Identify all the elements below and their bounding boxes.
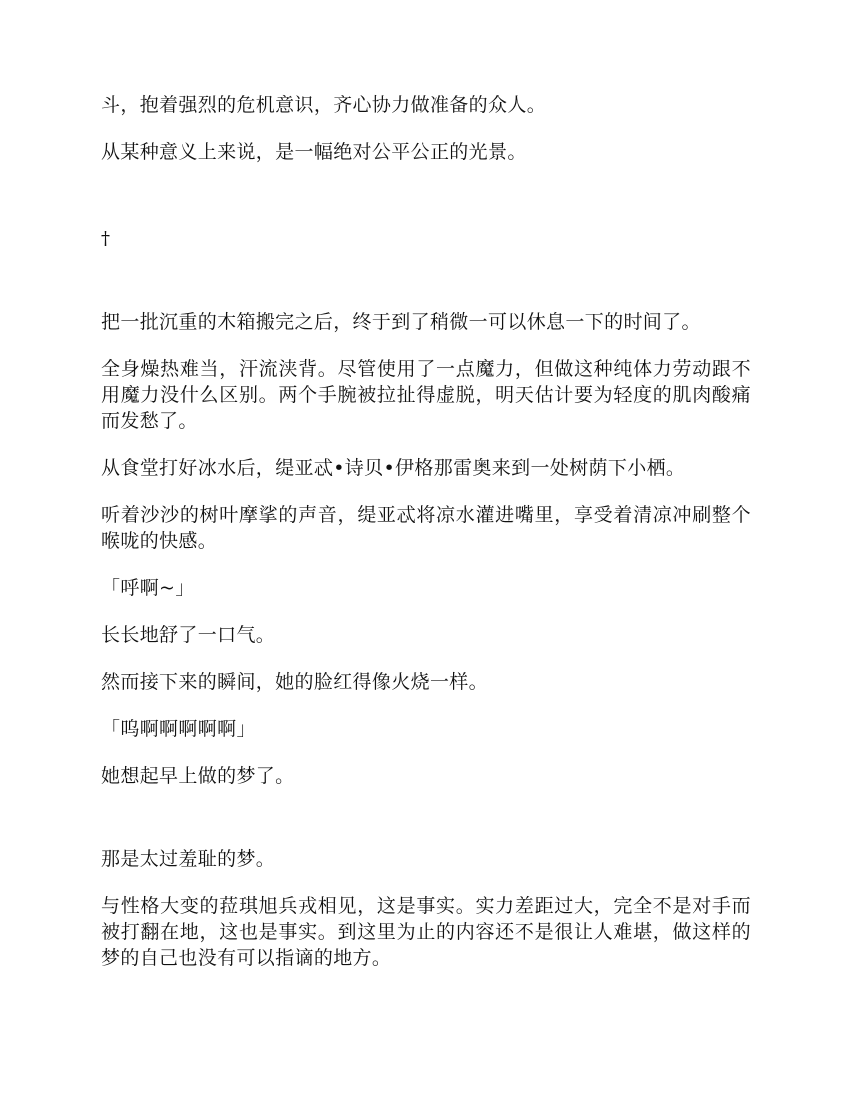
paragraph: 全身燥热难当，汗流浃背。尽管使用了一点魔力，但做这种纯体力劳动跟不用魔力没什么区别。两个手腕被拉扯得虚脱，明天估计要为轻度的肌肉酸痛而发愁了。 — [101, 358, 751, 432]
section-divider: † — [101, 228, 110, 249]
paragraph: 从食堂打好冰水后，缇亚忒•诗贝•伊格那雷奥来到一处树荫下小栖。 — [101, 457, 686, 479]
paragraph: 从某种意义上来说，是一幅绝对公平公正的光景。 — [101, 141, 527, 163]
dialogue-line: 「呼啊~」 — [101, 577, 195, 599]
paragraph: 斗，抱着强烈的危机意识，齐心协力做准备的众人。 — [101, 94, 547, 116]
paragraph: 然而接下来的瞬间，她的脸红得像火烧一样。 — [101, 671, 489, 693]
paragraph: 把一批沉重的木箱搬完之后，终于到了稍微一可以休息一下的时间了。 — [101, 311, 701, 333]
paragraph: 长长地舒了一口气。 — [101, 624, 276, 646]
dialogue-line: 「呜啊啊啊啊啊」 — [101, 718, 256, 740]
paragraph: 她想起早上做的梦了。 — [101, 765, 295, 787]
paragraph: 那是太过羞耻的梦。 — [101, 848, 276, 870]
document-page — [101, 92, 751, 992]
spacer — [101, 186, 751, 226]
paragraph: 与性格大变的菈琪旭兵戎相见，这是事实。实力差距过大，完全不是对手而被打翻在地，这也是事实。到这里为止的内容还不是很让人难堪，做这样的梦的自己也没有可以指谪的地方。 — [101, 895, 751, 969]
spacer — [101, 810, 751, 846]
paragraph: 听着沙沙的树叶摩挲的声音，缇亚忒将凉水灌进嘴里，享受着清凉冲刷整个喉咙的快感。 — [101, 504, 751, 552]
spacer — [101, 252, 751, 309]
